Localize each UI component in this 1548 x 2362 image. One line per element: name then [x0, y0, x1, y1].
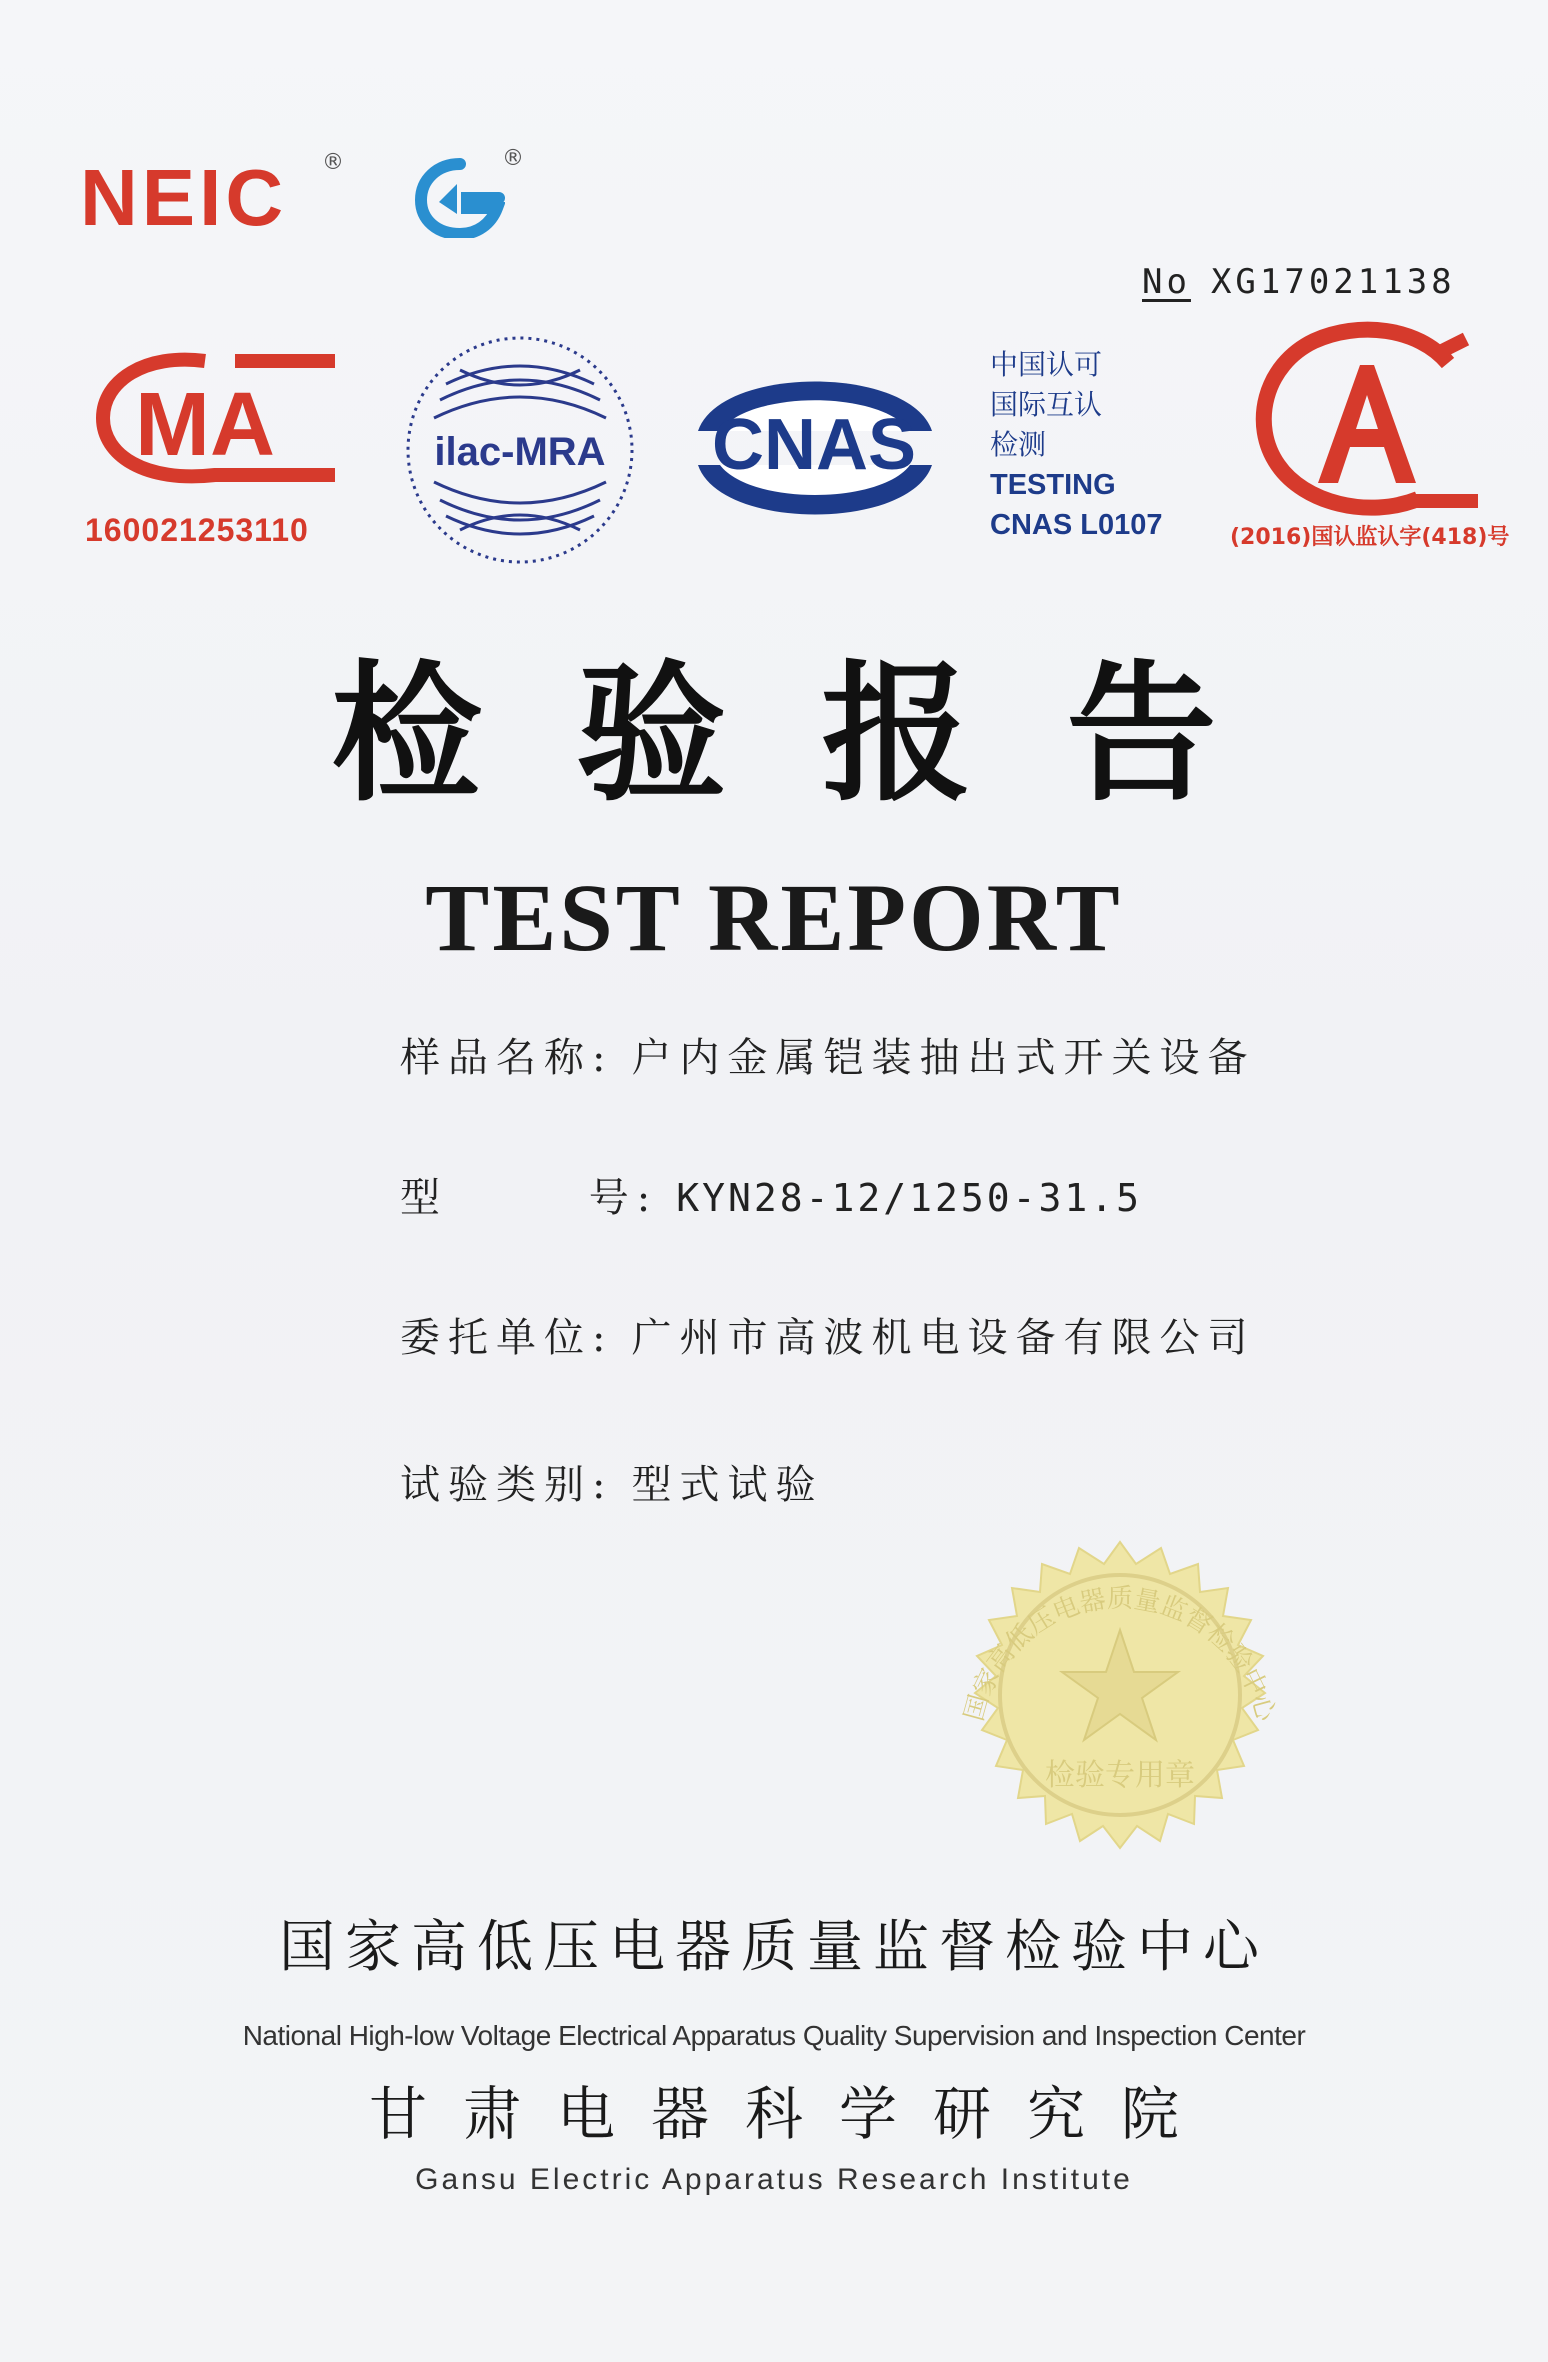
- title-english: TEST REPORT: [425, 864, 1123, 971]
- institute-name-chinese: 甘肃电器科学研究院: [368, 2080, 1215, 2148]
- field-sample-name-value: 户内金属铠装抽出式开关设备: [631, 1035, 1256, 1081]
- field-test-type-label: 试验类别:: [400, 1462, 614, 1508]
- field-test-type: [400, 1462, 824, 1508]
- cma-logo-icon: [85, 343, 353, 493]
- report-number: [1142, 262, 1456, 302]
- ilac-mra-logo-icon: [400, 330, 640, 570]
- neic-logo: NEIC: [80, 153, 288, 242]
- field-test-type-value: 型式试验: [631, 1462, 824, 1508]
- field-model-label: 型 号:: [400, 1175, 659, 1221]
- cnas-line-2: 国际互认: [990, 388, 1103, 421]
- cnas-line-3: 检测: [990, 428, 1047, 461]
- report-number-value: XG17021138: [1210, 262, 1456, 302]
- cma-certificate-number: 160021253110: [85, 512, 309, 548]
- svg-text:MA: MA: [135, 375, 275, 475]
- cal-logo-icon: [1238, 315, 1488, 525]
- cnas-accreditation-text: [990, 345, 1162, 545]
- seal-bottom-text: 检验专用章: [1045, 1758, 1195, 1793]
- field-client-value: 广州市高波机电设备有限公司: [631, 1315, 1256, 1361]
- registered-mark: ®: [322, 150, 344, 175]
- field-sample-name-label: 样品名称:: [400, 1035, 614, 1081]
- field-model-value: KYN28-12/1250-31.5: [676, 1176, 1143, 1220]
- org-name-chinese: 国家高低压电器质量监督检验中心: [279, 1915, 1269, 1980]
- field-client-label: 委托单位:: [400, 1315, 614, 1361]
- cnas-line-4: TESTING: [990, 469, 1116, 501]
- report-number-label: No: [1142, 262, 1191, 302]
- cnas-line-1: 中国认可: [990, 348, 1103, 381]
- g-emblem-icon: [415, 158, 505, 238]
- svg-text:CNAS: CNAS: [711, 405, 917, 485]
- field-model: [400, 1175, 1143, 1221]
- cal-approval-number: (2016)国认监认字(418)号: [1230, 525, 1510, 550]
- svg-text:ilac-MRA: ilac-MRA: [434, 430, 606, 474]
- registered-mark-2: ®: [502, 146, 524, 171]
- field-sample-name: [400, 1035, 1256, 1081]
- field-client: [400, 1315, 1256, 1361]
- institute-name-english: Gansu Electric Apparatus Research Institute: [415, 2163, 1133, 2196]
- seal-ring-text: 国家高低压电器质量监督检验中心: [959, 1584, 1281, 1725]
- cnas-logo-icon: [680, 345, 948, 545]
- title-chinese: 检验报告: [331, 648, 1312, 822]
- cnas-line-5: CNAS L0107: [990, 509, 1163, 541]
- gold-seal-icon: [910, 1480, 1330, 1900]
- org-name-english: National High-low Voltage Electrical Apparatus Quality Supervision and Inspection Center: [242, 2020, 1306, 2051]
